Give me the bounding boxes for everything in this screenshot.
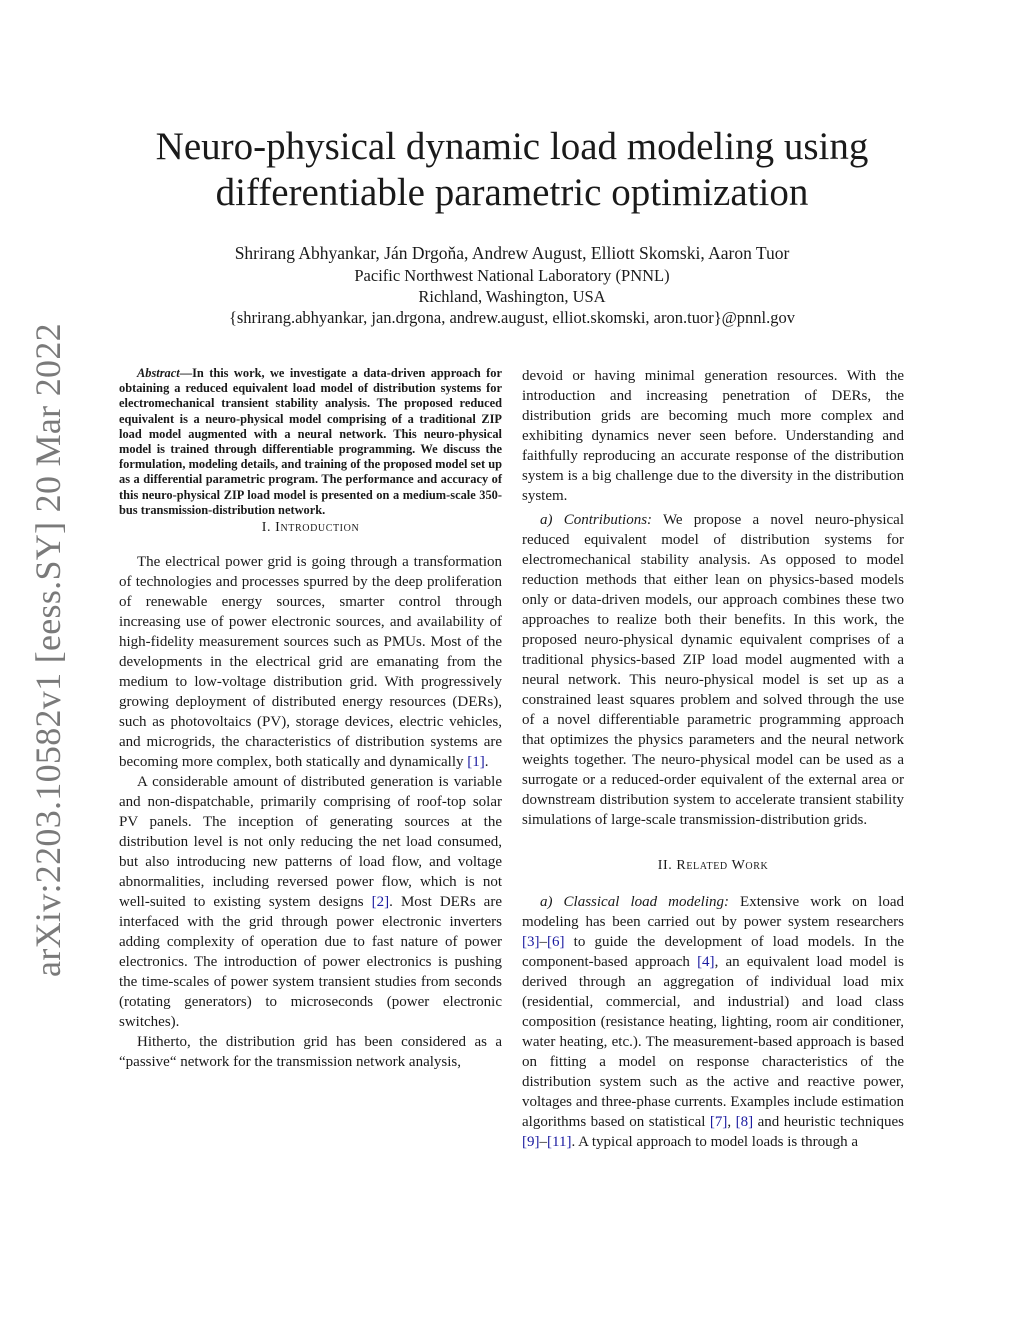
left-column	[119, 366, 502, 1072]
abstract	[119, 366, 502, 518]
citation-range-dash: –	[539, 934, 547, 950]
citation-link[interactable]: [9]	[522, 1134, 540, 1150]
abstract-label: Abstract	[137, 366, 180, 380]
classical-load-modeling-heading: a) Classical load modeling:	[540, 894, 729, 910]
contributions-heading: a) Contributions:	[540, 512, 653, 528]
citation-separator: ,	[727, 1114, 736, 1130]
citation-link[interactable]: [3]	[522, 934, 540, 950]
section-heading-related-work: II. Related Work	[657, 858, 769, 873]
affiliation: Pacific Northwest National Laboratory (PNNL)	[354, 266, 670, 285]
paper-title	[100, 124, 924, 216]
contributions-text: We propose a novel neuro-physical reduced equivalent model of distribution systems for electromechanical stability analysis. As opposed to model reduction methods that either lean on physics-based models only or data-driven models, our approach combines these two approaches to realize both their benefits. In this work, the proposed neuro-physical dynamic equivalent comprises of a traditional physics-based ZIP load model augmented with a neural network. This neuro-physical model is set up as a constrained least squares problem and solved through the use of a novel differentiable parametric programming approach that optimizes the physics parameters and the neural network weights together. The neuro-physical model can be used as a surrogate or a reduced-order equivalent of the external area or downstream distribution system to accelerate transient stability simulations of large-scale transmission-distribution grids.	[522, 512, 905, 828]
intro-paragraph-2-text: A considerable amount of distributed generation is variable and non-dispatchable, primarily comprising of roof-top solar PV panels. The inception of generating sources at the distribution level is not only reducing the net load consumed, but also introducing new patterns of load flow, and voltage abnormalities, including reversed power flow, which is not well-suited to existing system designs	[119, 774, 502, 911]
author-emails: {shrirang.abhyankar, jan.drgona, andrew.august, elliot.skomski, aron.tuor}@pnnl.gov	[228, 308, 796, 327]
citation-link[interactable]: [6]	[547, 934, 565, 950]
classical-text-1: Extensive work on load modeling has been carried out by power system researchers	[522, 894, 904, 930]
classical-text-5: . A typical approach to model loads is through a	[571, 1134, 859, 1150]
intro-paragraph-1-end: .	[484, 754, 489, 771]
title-line-1: Neuro-physical dynamic load modeling using	[155, 125, 869, 168]
arxiv-identifier: arXiv:2203.10582v1 [eess.SY] 20 Mar 2022	[28, 323, 68, 977]
abstract-dash: —	[179, 366, 193, 380]
classical-load-modeling-paragraph	[522, 892, 904, 1152]
intro-paragraph-3: Hitherto, the distribution grid has been considered as a “passive“ network for the transmission network analysis,	[119, 1034, 502, 1071]
arxiv-sidebar	[28, 323, 68, 977]
author-block	[100, 243, 924, 328]
classical-text-3: , an equivalent load model is derived through an aggregation of individual load mix (residential, commercial, and industrial) and load class composition (resistance heating, lighting, room air conditioner, water heating, etc.). The measurement-based approach is based on fitting a model on response characteristics of the distribution system such as the active and reactive power, voltages and three-phase currents. Examples include estimation algorithms based on statistical	[522, 954, 904, 1130]
citation-link[interactable]: [2]	[371, 894, 390, 911]
intro-paragraph-2-end: . Most DERs are interfaced with the grid through power electronic inverters adding complexity of operation due to fast nature of power electronics. The introduction of power electronics is pushing the time-scales of power system transient studies from seconds (rotating generators) to microseconds (power electronic switches).	[119, 894, 502, 1031]
citation-link[interactable]: [7]	[709, 1114, 728, 1130]
classical-text-4: and heuristic techniques	[753, 1114, 904, 1130]
intro-paragraph-1	[119, 552, 502, 772]
citation-link[interactable]: [11]	[547, 1134, 572, 1150]
abstract-text: In this work, we investigate a data-driven approach for obtaining a reduced equivalent load model of distribution systems for electromechanical transient stability analysis. The proposed reduced equivalent is a neuro-physical model comprising of a traditional ZIP load model augmented with a neural network. This neuro-physical model is trained through differentiable programming. We discuss the formulation, modeling details, and training of the proposed model set up as a differential parametric program. The performance and accuracy of this neuro-physical ZIP load model is presented on a medium-scale 350-bus transmission-distribution network.	[119, 366, 502, 517]
intro-paragraph-continued: devoid or having minimal generation resources. With the introduction and increasing penetration of DERs, the distribution grids are becoming much more complex and exhibiting dynamics never seen before. Understanding and faithfully reproducing an accurate response of the distribution system is a big challenge due to the diversity in the distribution system.	[522, 368, 904, 504]
citation-link[interactable]: [4]	[697, 954, 715, 970]
citation-link[interactable]: [8]	[735, 1114, 754, 1130]
classical-text-2: to guide the development of load models. In the component-based approach	[522, 934, 904, 970]
title-line-2: differentiable parametric optimization	[215, 171, 809, 214]
intro-paragraph-1-text: The electrical power grid is going through a transformation of technologies and processes spurred by the deep proliferation of renewable energy sources, smarter control through increasing use of power electronic sources, and availability of high-fidelity measurement sources such as PMUs. Most of the developments in the electrical grid are emanating from the medium to low-voltage distribution grid. With progressively growing deployment of distributed energy resources (DERs), such as photovoltaics (PV), storage devices, electric vehicles, and microgrids, the characteristics of distribution systems are becoming more complex, both statically and dynamically	[119, 554, 502, 771]
location: Richland, Washington, USA	[418, 287, 606, 306]
citation-range-dash: –	[539, 1134, 547, 1150]
contributions-paragraph	[522, 510, 904, 830]
author-names: Shrirang Abhyankar, Ján Drgoňa, Andrew August, Elliott Skomski, Aaron Tuor	[234, 243, 790, 263]
section-heading-introduction: I. Introduction	[261, 520, 360, 536]
right-column	[522, 366, 904, 1152]
citation-link[interactable]: [1]	[467, 754, 485, 771]
intro-paragraph-2	[119, 772, 502, 1032]
